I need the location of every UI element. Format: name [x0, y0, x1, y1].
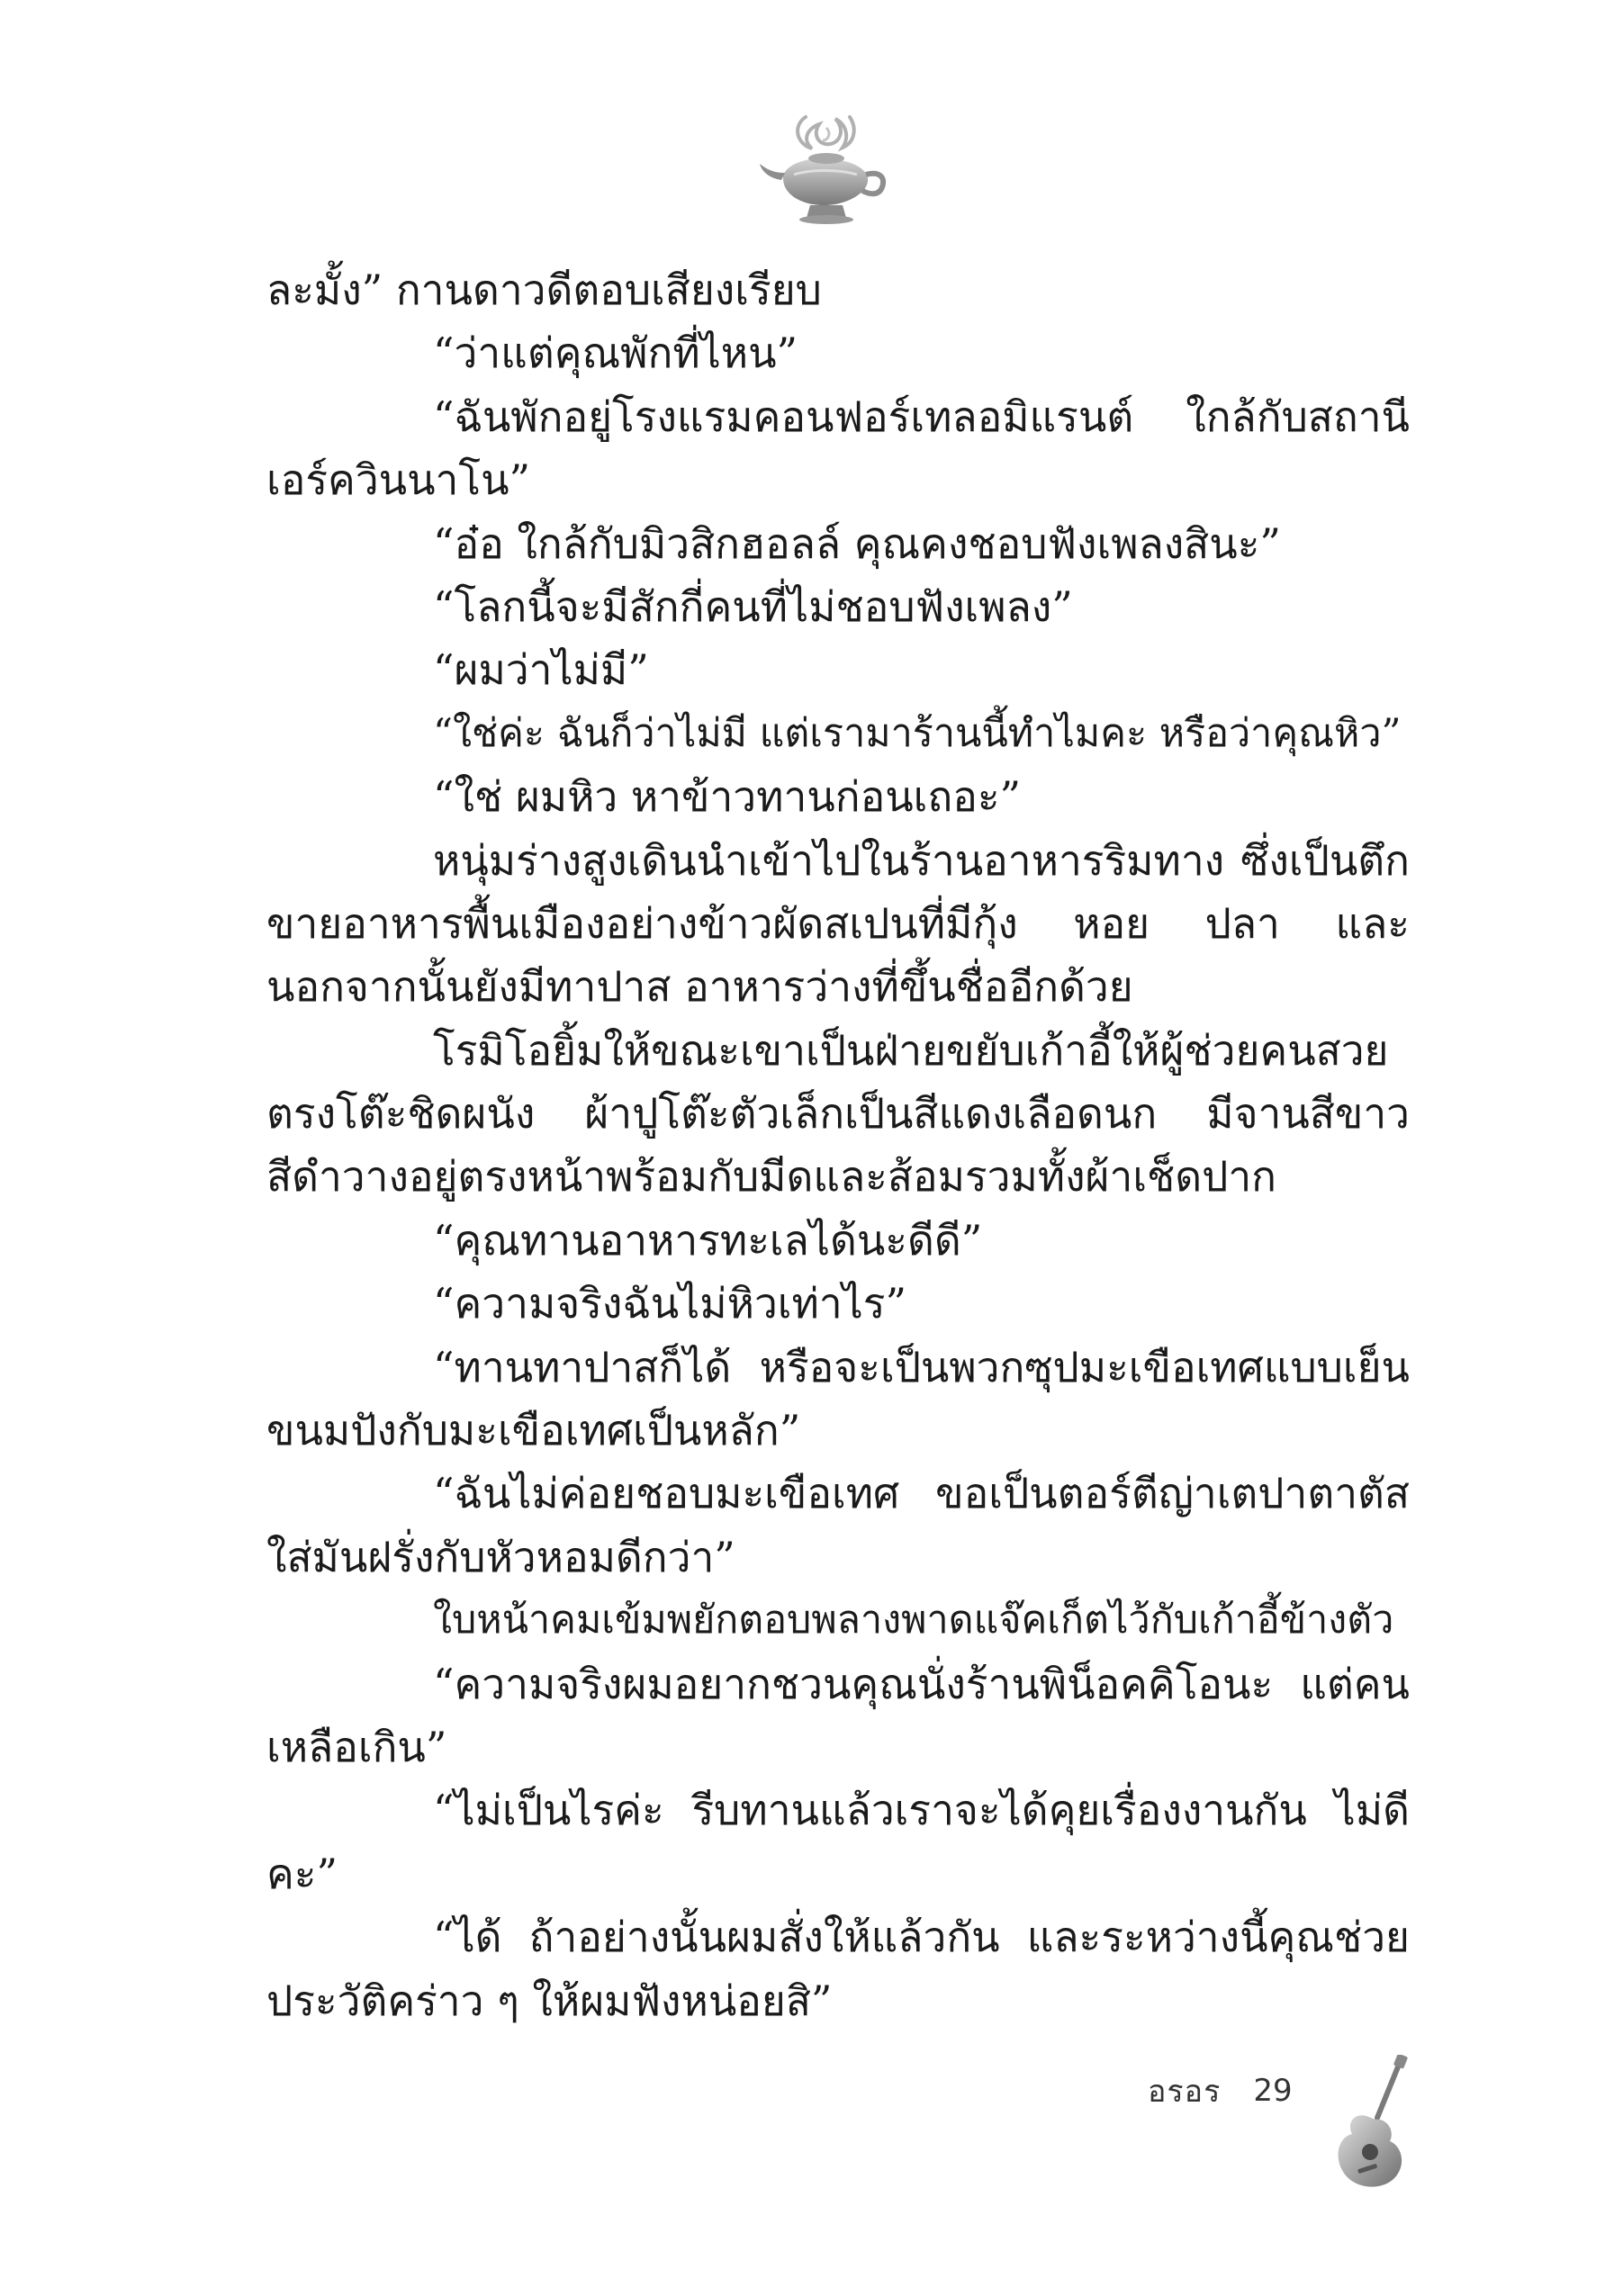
paragraph: [266, 1462, 1410, 1589]
text-line: ใส่มันฝรั่งกับหัวหอมดีกว่า”: [266, 1532, 735, 1581]
paragraph: [266, 1272, 1410, 1335]
text-line: “ผมว่าไม่มี”: [433, 645, 649, 695]
paragraph: [266, 1589, 1410, 1652]
text-line: เหลือเกิน”: [266, 1722, 447, 1771]
text-line: “ความจริงผมอยากชวนคุณนั่งร้านพิน็อคคิโอนะ แต่คน: [433, 1659, 1410, 1708]
body-text: [266, 258, 1410, 2032]
text-line: “ฉันพักอยู่โรงแรมคอนฟอร์เทลอมิแรนต์ ใกล้กับสถานี: [433, 392, 1410, 441]
text-line: “ใช่ค่ะ ฉันก็ว่าไม่มี แต่เรามาร้านนี้ทำไมคะ หรือว่าคุณหิว”: [433, 710, 1402, 756]
text-line: โรมิโอยิ้มให้ขณะเขาเป็นฝ่ายขยับเก้าอี้ให้ผู้ช่วยคนสวย: [433, 1025, 1389, 1075]
paragraph: [266, 385, 1410, 512]
text-line: “อ๋อ ใกล้กับมิวสิกฮอลล์ คุณคงชอบฟังเพลงสินะ”: [433, 518, 1281, 568]
paragraph: [266, 638, 1410, 701]
text-line: “ใช่ ผมหิว หาข้าวทานก่อนเถอะ”: [433, 772, 1022, 822]
paragraph: [266, 1019, 1410, 1209]
text-line: “ว่าแต่คุณพักที่ไหน”: [433, 329, 798, 378]
text-line: “ทานทาปาสก็ได้ หรือจะเป็นพวกซุปมะเขือเทศแบบเย็น: [433, 1342, 1410, 1391]
text-line: “ความจริงฉันไม่หิวเท่าไร”: [433, 1279, 907, 1328]
paragraph: [266, 512, 1410, 575]
paragraph: [266, 258, 1410, 321]
text-line: เอร์ควินนาโน”: [266, 455, 531, 505]
paragraph: [266, 1336, 1410, 1463]
paragraph: [266, 829, 1410, 1019]
text-line: “ไม่เป็นไรค่ะ รีบทานแล้วเราจะได้คุยเรื่องงานกัน ไม่ดี: [433, 1786, 1410, 1835]
paragraph: [266, 1209, 1410, 1272]
text-line: ประวัติคร่าว ๆ ให้ผมฟังหน่อยสิ”: [266, 1976, 833, 2025]
paragraph: [266, 575, 1410, 638]
text-line: ใบหน้าคมเข้มพยักตอบพลางพาดแจ๊คเก็ตไว้กับเก้าอี้ข้างตัว: [433, 1598, 1394, 1643]
running-head: อรอร: [1148, 2074, 1222, 2110]
guitar-icon: [1330, 2055, 1411, 2194]
page-number: 29: [1253, 2073, 1293, 2109]
genie-lamp-icon: [756, 108, 891, 234]
text-line: “ได้ ถ้าอย่างนั้นผมสั่งให้แล้วกัน และระหว่างนี้คุณช่วย: [433, 1913, 1410, 1962]
text-line: คะ”: [266, 1849, 338, 1898]
paragraph: [266, 765, 1410, 828]
paragraph: [266, 1905, 1410, 2032]
text-line: “คุณทานอาหารทะเลได้นะดีดี”: [433, 1215, 983, 1265]
text-line: ขนมปังกับมะเขือเทศเป็นหลัก”: [266, 1406, 801, 1455]
text-line: ขายอาหารพื้นเมืองอย่างข้าวผัดสเปนที่มีกุ้ง หอย ปลา และ: [266, 898, 1410, 948]
paragraph: [266, 321, 1410, 384]
text-line: สีดำวางอยู่ตรงหน้าพร้อมกับมีดและส้อมรวมทั้งผ้าเช็ดปาก: [266, 1152, 1277, 1202]
text-line: หนุ่มร่างสูงเดินนำเข้าไปในร้านอาหารริมทาง ซึ่งเป็นตึก: [433, 835, 1410, 885]
text-line: นอกจากนั้นยังมีทาปาส อาหารว่างที่ขึ้นชื่ออีกด้วย: [266, 962, 1133, 1012]
text-line: “โลกนี้จะมีสักกี่คนที่ไม่ชอบฟังเพลง”: [433, 581, 1073, 631]
paragraph: [266, 702, 1410, 765]
text-line: “ฉันไม่ค่อยชอบมะเขือเทศ ขอเป็นตอร์ตีญ่าเตปาตาตัส: [433, 1469, 1410, 1518]
page-footer: [1148, 2064, 1293, 2118]
text-line: ละมั้ง” กานดาวดีตอบเสียงเรียบ: [266, 266, 822, 314]
paragraph: [266, 1778, 1410, 1905]
text-line: ตรงโต๊ะชิดผนัง ผ้าปูโต๊ะตัวเล็กเป็นสีแดงเลือดนก มีจานสีขาว: [266, 1089, 1410, 1139]
paragraph: [266, 1652, 1410, 1779]
